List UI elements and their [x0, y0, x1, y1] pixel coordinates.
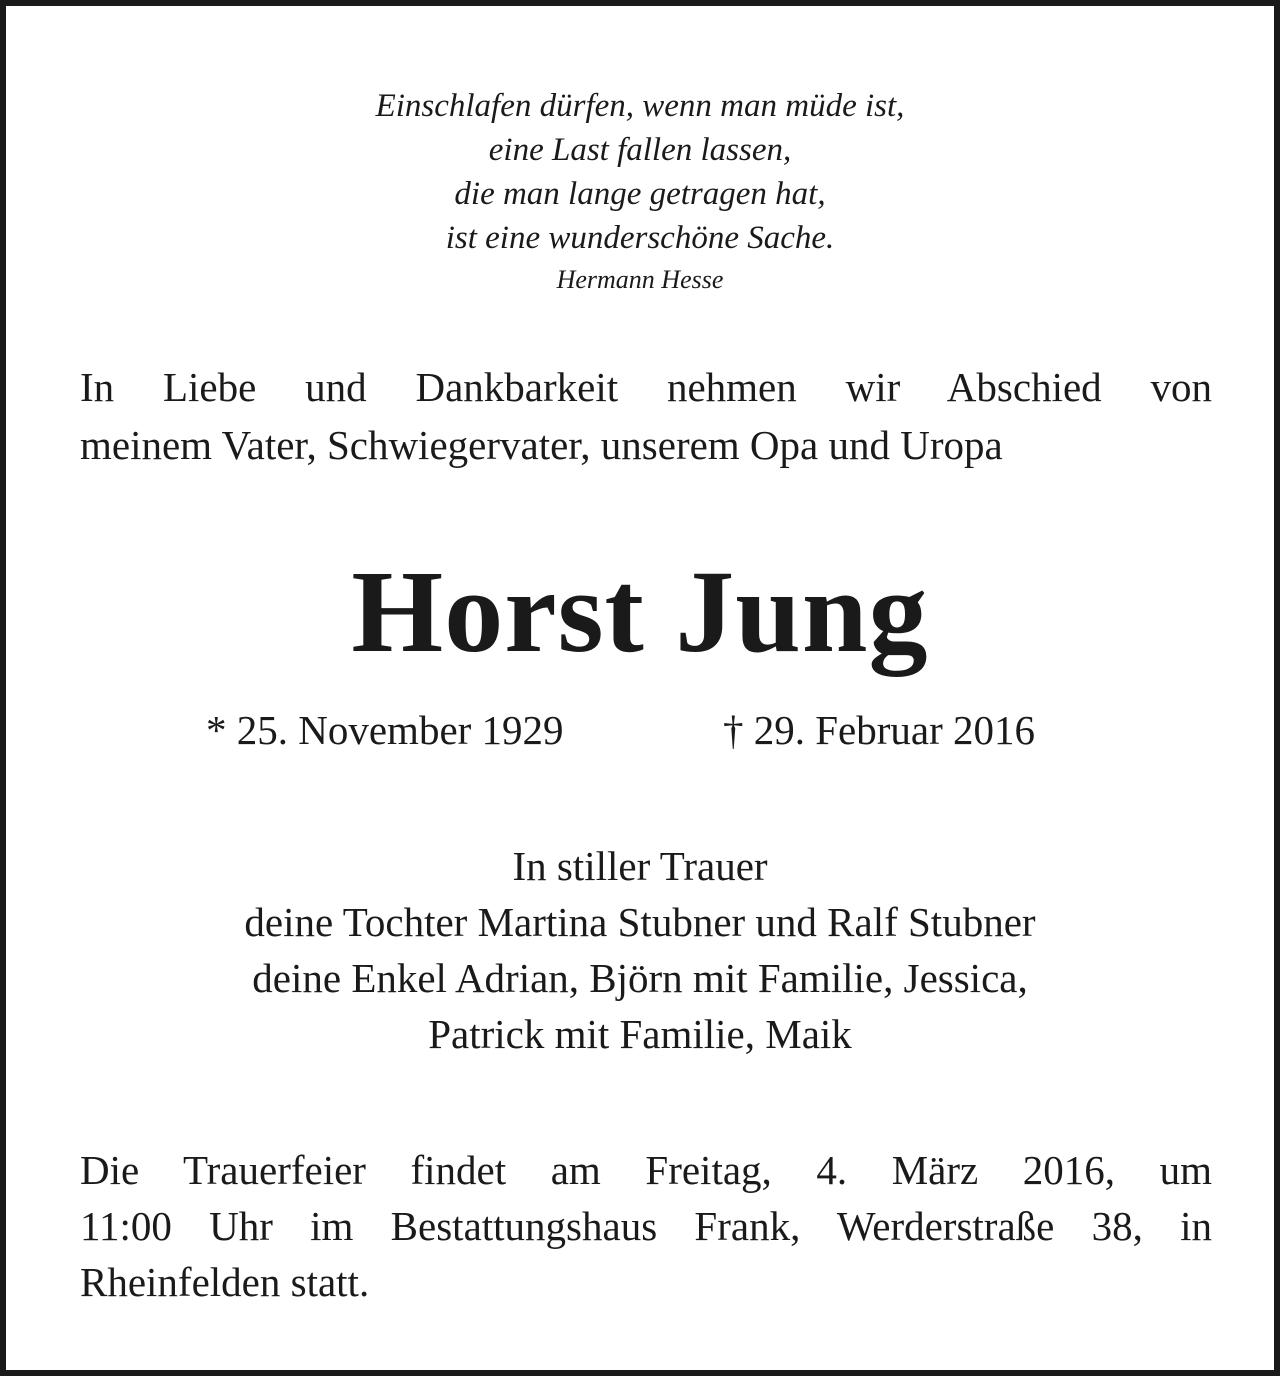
poem-line: Einschlafen dürfen, wenn man müde ist, — [375, 88, 905, 124]
deceased-name: Horst Jung — [351, 546, 929, 677]
poem-line: eine Last fallen lassen, — [488, 132, 792, 168]
death-date: † 29. Februar 2016 — [723, 707, 1036, 753]
poem-quote — [6, 84, 1274, 300]
ceremony-info — [80, 1142, 1212, 1310]
birth-date: * 25. November 1929 — [206, 707, 564, 753]
farewell-intro — [80, 358, 1212, 474]
mourners-list — [6, 838, 1274, 1062]
intro-line: meinem Vater, Schwiegervater, unserem Opa und Uropa — [80, 422, 1003, 468]
poem-author: Hermann Hesse — [556, 265, 724, 294]
mourners-line: In stiller Trauer — [512, 843, 768, 889]
mourners-line: deine Tochter Martina Stubner und Ralf Stubner — [244, 899, 1036, 945]
intro-line: In Liebe und Dankbarkeit nehmen wir Abschied von — [80, 364, 1212, 410]
mourners-line: deine Enkel Adrian, Björn mit Familie, Jessica, — [252, 955, 1028, 1001]
ceremony-line: Rheinfelden statt. — [80, 1259, 370, 1305]
poem-line: die man lange getragen hat, — [454, 176, 826, 212]
ceremony-line: Die Trauerfeier findet am Freitag, 4. März 2016, um — [80, 1147, 1212, 1193]
poem-line: ist eine wunderschöne Sache. — [445, 220, 835, 256]
mourners-line: Patrick mit Familie, Maik — [428, 1011, 852, 1057]
ceremony-line: 11:00 Uhr im Bestattungshaus Frank, Werderstraße 38, in — [80, 1203, 1212, 1249]
